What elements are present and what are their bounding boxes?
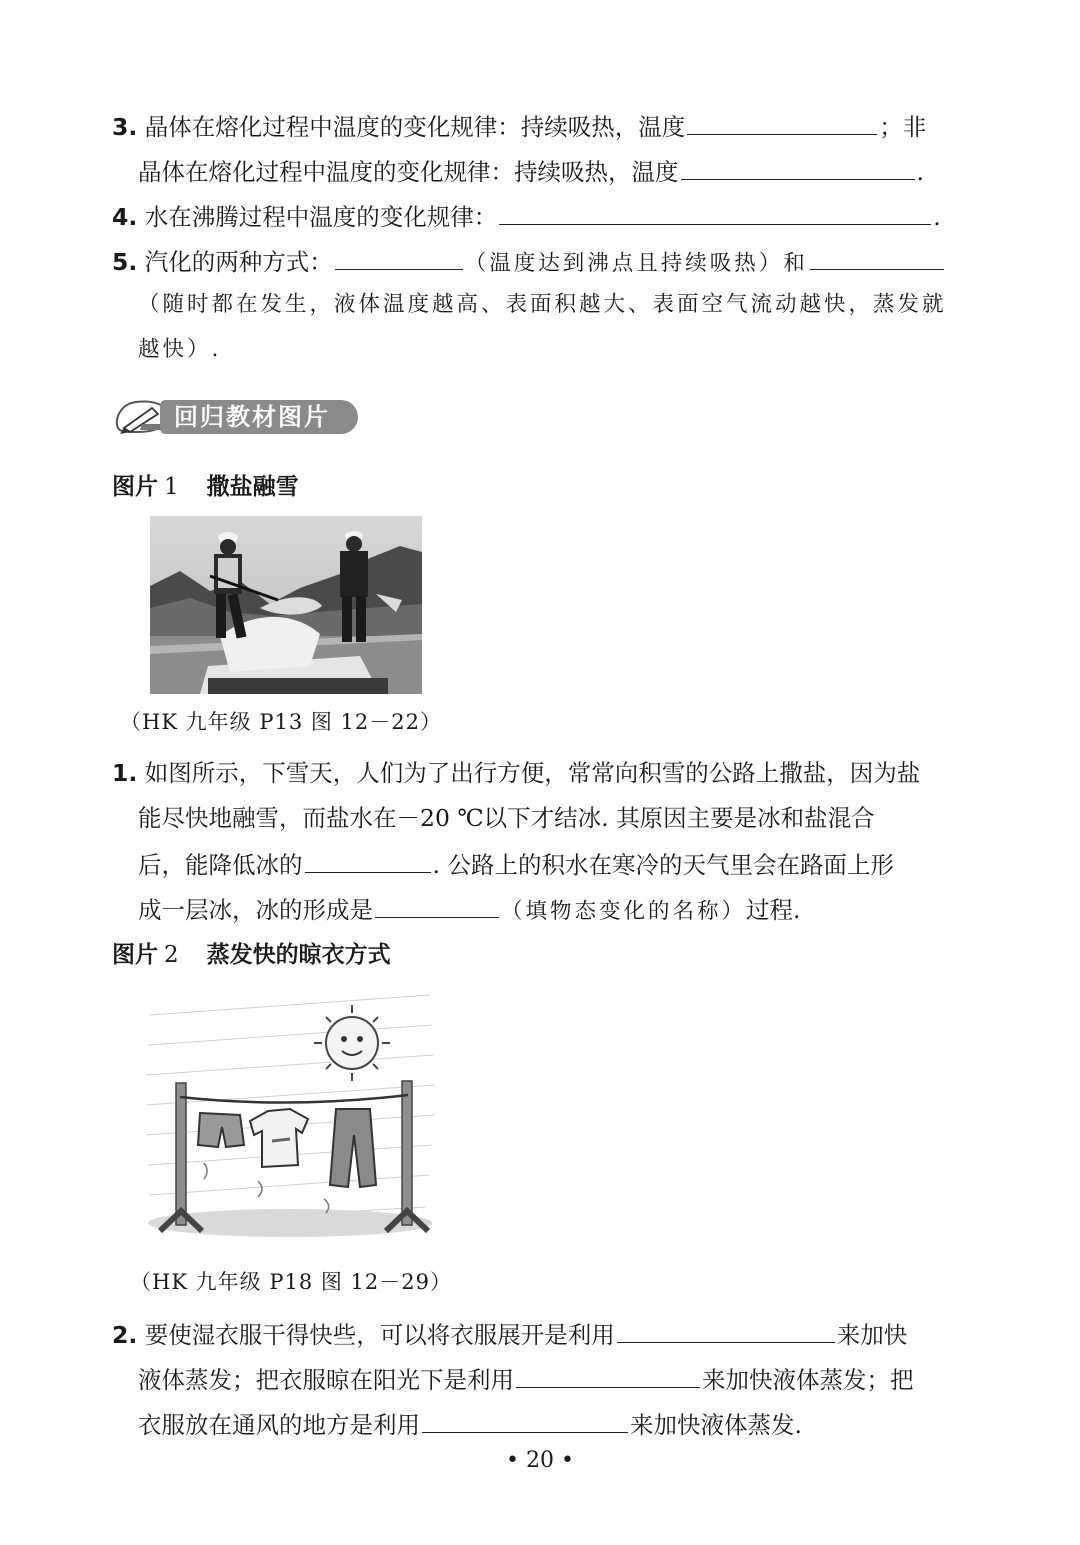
- answer-blank[interactable]: [687, 108, 877, 135]
- figure-1-heading: 图片 1 撒盐融雪: [112, 474, 299, 500]
- answer-blank[interactable]: [305, 846, 431, 873]
- question-2-line-3: 衣服放在通风的地方是利用 来加快液体蒸发.: [138, 1406, 802, 1442]
- answer-blank[interactable]: [375, 891, 499, 918]
- answer-blank[interactable]: [681, 153, 915, 180]
- question-3-line-1: 3. 晶体在熔化过程中温度的变化规律：持续吸热，温度 ；非: [112, 108, 926, 144]
- answer-blank[interactable]: [422, 1406, 628, 1433]
- figure-2-heading: 图片 2 蒸发快的晾衣方式: [112, 942, 391, 968]
- question-5-line-3: 越快）.: [138, 337, 222, 362]
- answer-blank[interactable]: [810, 243, 944, 270]
- question-1-line-3: 后，能降低冰的 . 公路上的积水在寒冷的天气里会在路面上形: [138, 846, 894, 882]
- figure-1-caption: （HK 九年级 P13 图 12－22）: [120, 710, 442, 734]
- question-4: 4. 水在沸腾过程中温度的变化规律： .: [112, 198, 941, 234]
- question-number: 1.: [112, 759, 138, 787]
- question-2-line-2: 液体蒸发；把衣服晾在阳光下是利用 来加快液体蒸发；把: [138, 1361, 914, 1397]
- clothesline-illustration: [140, 985, 440, 1247]
- question-number: 2.: [112, 1321, 138, 1349]
- question-1-line-1: 1. 如图所示，下雪天，人们为了出行方便，常常向积雪的公路上撒盐，因为盐: [112, 759, 921, 787]
- question-2-line-1: 2. 要使湿衣服干得快些，可以将衣服展开是利用 来加快: [112, 1316, 907, 1352]
- answer-blank[interactable]: [516, 1361, 700, 1388]
- answer-blank[interactable]: [335, 243, 463, 270]
- question-number: 3.: [112, 113, 138, 141]
- question-1-line-4: 成一层冰，冰的形成是 （填物态变化的名称）过程.: [138, 891, 801, 929]
- question-number: 4.: [112, 203, 138, 231]
- question-5-line-2: （随时都在发生，液体温度越高、表面积越大、表面空气流动越快，蒸发就: [138, 292, 947, 317]
- page-number: • 20 •: [506, 1448, 574, 1473]
- section-banner: [112, 398, 360, 436]
- figure-2-caption: （HK 九年级 P18 图 12－29）: [130, 1270, 452, 1294]
- answer-blank[interactable]: [499, 198, 931, 225]
- question-number: 5.: [112, 248, 138, 276]
- salt-snow-photo: [150, 516, 422, 694]
- question-5-line-1: 5. 汽化的两种方式： （温度达到沸点且持续吸热）和: [112, 243, 946, 281]
- answer-blank[interactable]: [617, 1316, 835, 1343]
- question-3-line-2: 晶体在熔化过程中温度的变化规律：持续吸热，温度 .: [138, 153, 924, 189]
- question-1-line-2: 能尽快地融雪，而盐水在－20 ℃以下才结冰. 其原因主要是冰和盐混合: [138, 804, 875, 832]
- section-title: 回归教材图片: [174, 403, 330, 431]
